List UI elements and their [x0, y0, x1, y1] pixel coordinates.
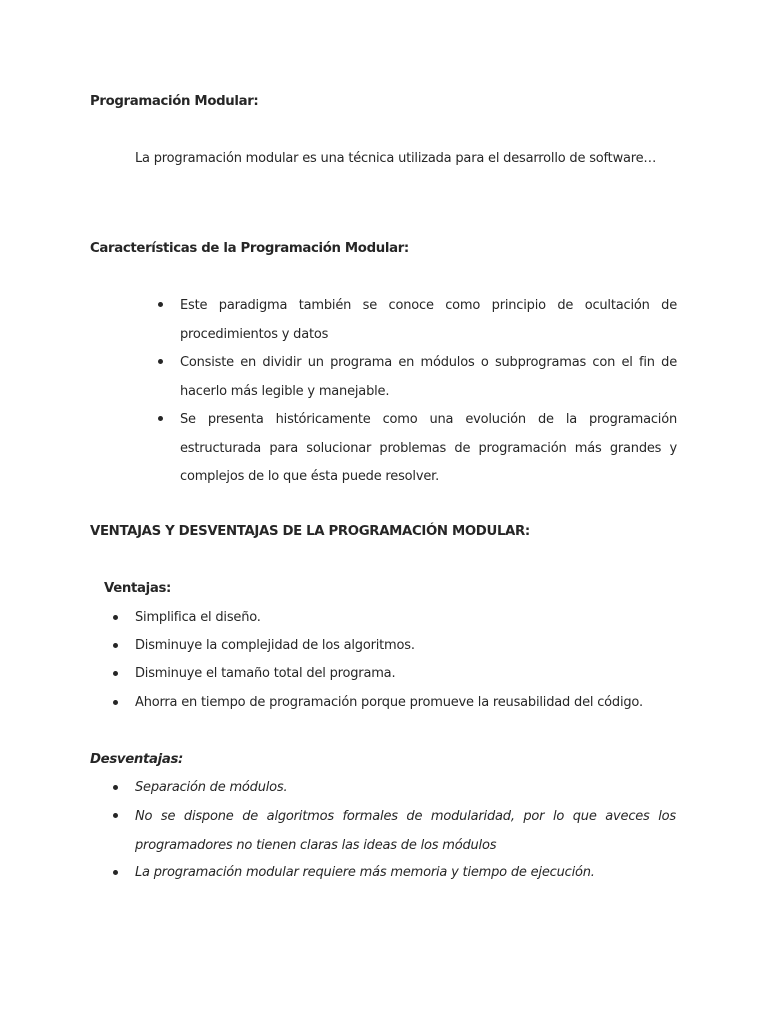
desventaja-item: Separación de módulos. [135, 780, 288, 795]
caracteristica-item: Consiste en dividir un programa en módulos o subprogramas con el fin de hacerlo más legible y manejable. [180, 355, 677, 399]
caracteristica-item: Se presenta históricamente como una evolución de la programación estructurada para solucionar problemas de programación más grandes y complejos de lo que ésta puede resolver. [180, 412, 677, 484]
ventaja-item: Ahorra en tiempo de programación porque promueve la reusabilidad del código. [135, 695, 643, 710]
intro-paragraph: La programación modular es una técnica utilizada para el desarrollo de software… [135, 151, 657, 166]
bullet-icon [113, 615, 118, 620]
ventajas-desventajas-heading: VENTAJAS Y DESVENTAJAS DE LA PROGRAMACIÓN MODULAR: [90, 524, 530, 539]
bullet-icon [113, 870, 118, 875]
bullet-icon [158, 416, 163, 421]
bullet-icon [158, 302, 163, 307]
desventajas-heading: Desventajas: [90, 752, 184, 767]
desventaja-item: La programación modular requiere más memoria y tiempo de ejecución. [135, 865, 595, 880]
ventaja-item: Disminuye el tamaño total del programa. [135, 666, 396, 681]
ventajas-heading: Ventajas: [104, 581, 171, 596]
bullet-icon [113, 700, 118, 705]
desventaja-item: No se dispone de algoritmos formales de modularidad, por lo que aveces los programadores no tienen claras las ideas de los módulos [135, 809, 676, 853]
ventaja-item: Disminuye la complejidad de los algoritmos. [135, 638, 415, 653]
ventaja-item: Simplifica el diseño. [135, 610, 261, 625]
bullet-icon [113, 643, 118, 648]
bullet-icon [113, 785, 118, 790]
bullet-icon [113, 813, 118, 818]
bullet-icon [158, 359, 163, 364]
caracteristicas-heading: Características de la Programación Modular: [90, 241, 409, 256]
bullet-icon [113, 671, 118, 676]
page-title: Programación Modular: [90, 94, 259, 109]
caracteristica-item: Este paradigma también se conoce como principio de ocultación de procedimientos y datos [180, 298, 677, 342]
